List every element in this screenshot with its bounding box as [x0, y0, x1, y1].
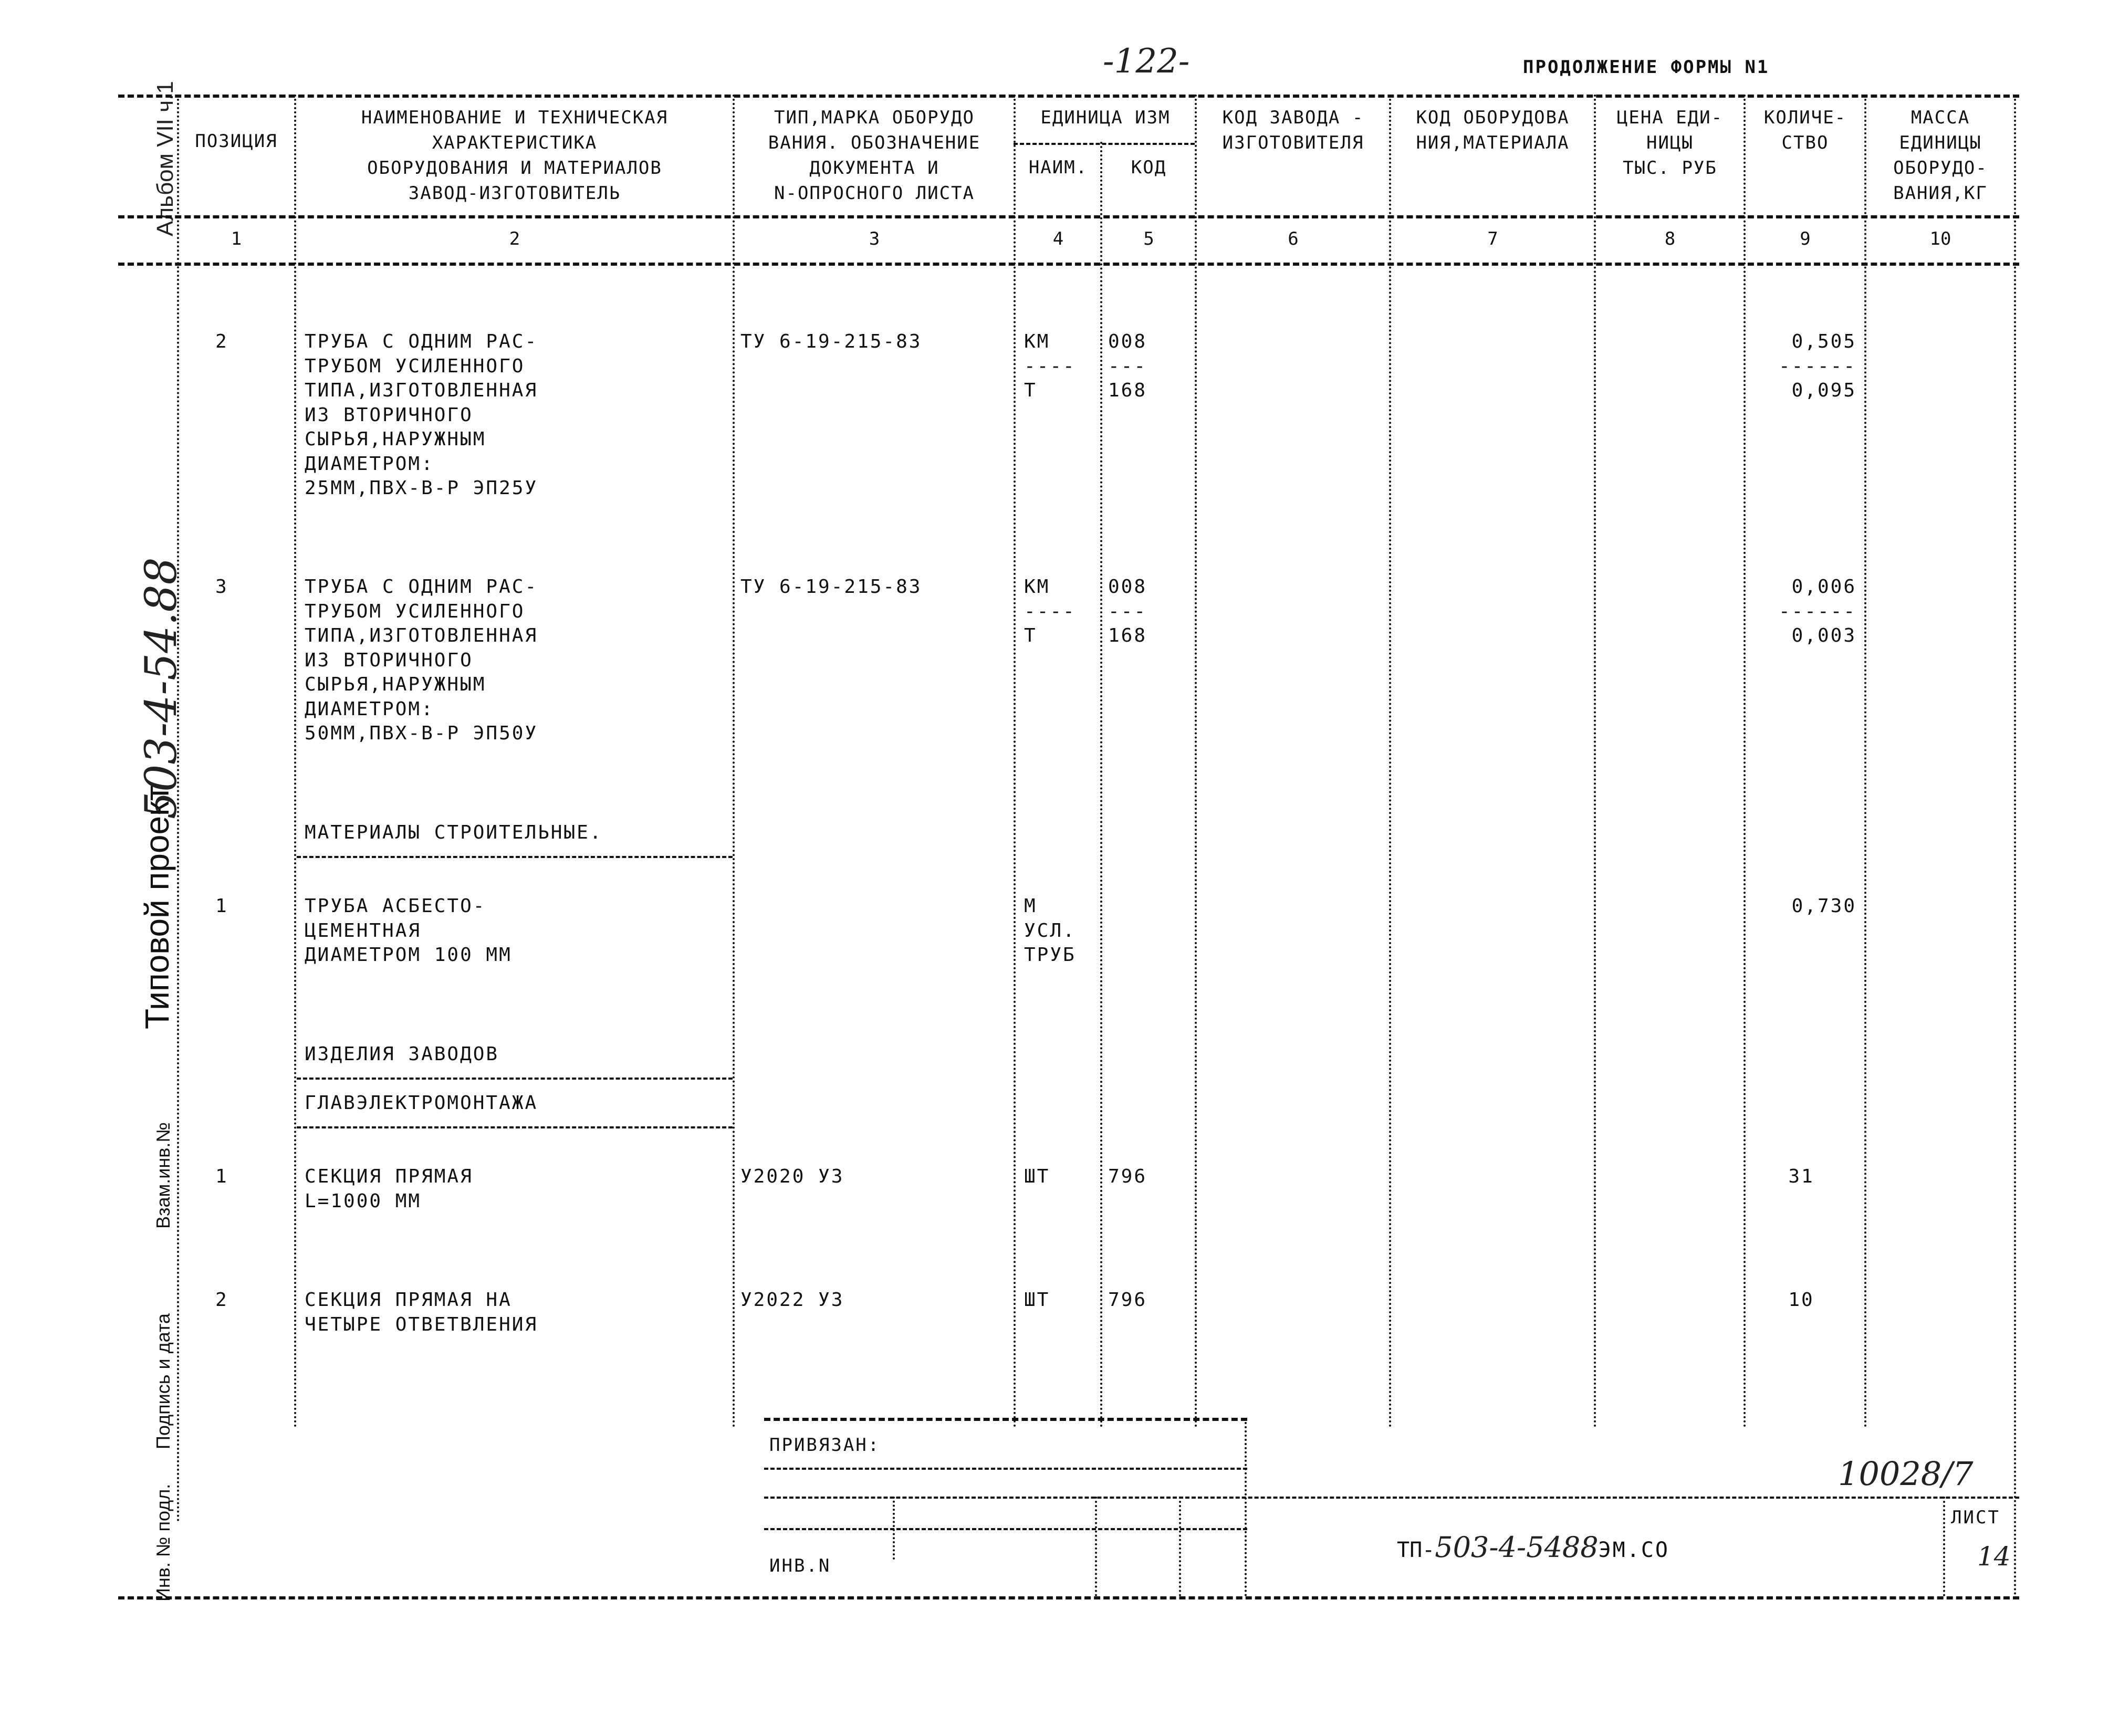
rule-bottom	[118, 1596, 2019, 1599]
row-code: 008 --- 168	[1108, 576, 1147, 646]
col-sep-1	[177, 95, 179, 1523]
section-underline	[297, 1126, 733, 1128]
section-heading: ИЗДЕЛИЯ ЗАВОДОВ	[305, 1043, 499, 1065]
document-code	[1397, 1531, 1669, 1564]
stamp-rule-3	[764, 1528, 1247, 1530]
row-pos: 2	[215, 1289, 228, 1311]
stamp-rule-1	[764, 1468, 1247, 1470]
colnum-4: 4	[1052, 228, 1064, 249]
row-qty: 0,006 ------ 0,003	[1778, 576, 1856, 646]
col-sep-5	[1100, 142, 1102, 1428]
row-unit: КМ ---- Т	[1024, 576, 1076, 646]
row-unit: М УСЛ. ТРУБ	[1024, 895, 1076, 966]
row-name: ТРУБА С ОДНИМ РАС- ТРУБОМ УСИЛЕННОГО ТИПА,ИЗГОТОВЛЕННАЯ ИЗ ВТОРИЧНОГО СЫРЬЯ,НАРУЖНЫМ ДИАМЕТРОМ: 25ММ,ПВХ-В-Р ЭП25У	[305, 331, 538, 499]
rule-top	[118, 95, 2019, 98]
row-code: 796	[1108, 1289, 1147, 1311]
col-sep-3	[733, 95, 735, 1428]
privyazan-label: ПРИВЯЗАН:	[769, 1435, 881, 1456]
sheet-label: ЛИСТ	[1951, 1507, 2000, 1528]
col-sep-4	[1014, 95, 1016, 1428]
row-name: ТРУБА С ОДНИМ РАС- ТРУБОМ УСИЛЕННОГО ТИПА,ИЗГОТОВЛЕННАЯ ИЗ ВТОРИЧНОГО СЫРЬЯ,НАРУЖНЫМ ДИАМЕТРОМ: 50ММ,ПВХ-В-Р ЭП50У	[305, 576, 538, 744]
col-sep-right	[2014, 95, 2016, 1596]
sheet-number: 14	[1977, 1541, 2011, 1572]
colnum-7: 7	[1487, 228, 1498, 249]
stamp-sep-1	[893, 1497, 895, 1560]
row-name: ТРУБА АСБЕСТО- ЦЕМЕНТНАЯ ДИАМЕТРОМ 100 ММ	[305, 895, 512, 966]
project-code: 503-4-54.88	[137, 557, 186, 819]
row-pos: 2	[215, 331, 228, 352]
row-pos: 3	[215, 576, 228, 598]
header-price: ЦЕНА ЕДИ- НИЦЫ ТЫС. РУБ	[1616, 107, 1724, 179]
header-position: ПОЗИЦИЯ	[195, 131, 278, 152]
row-code: 008 --- 168	[1108, 331, 1147, 401]
header-unit-name: НАИМ.	[1028, 157, 1088, 178]
row-unit: КМ ---- Т	[1024, 331, 1076, 401]
row-qty: 31	[1788, 1166, 1814, 1187]
inv-label: ИНВ.N	[769, 1555, 831, 1576]
colnum-10: 10	[1929, 228, 1951, 249]
row-unit: ШТ	[1024, 1289, 1050, 1311]
doc-code-prefix: ТП-	[1397, 1538, 1435, 1562]
colnum-6: 6	[1288, 228, 1299, 249]
col-sep-7	[1389, 95, 1391, 1428]
col-sep-9	[1743, 95, 1746, 1428]
row-qty: 10	[1788, 1289, 1814, 1311]
header-mass: МАССА ЕДИНИЦЫ ОБОРУДО- ВАНИЯ,КГ	[1893, 107, 1988, 204]
doc-code-hand: 503-4-5488	[1435, 1531, 1599, 1564]
continuation-label: ПРОДОЛЖЕНИЕ ФОРМЫ N1	[1523, 57, 1770, 78]
header-equipment-code: КОД ОБОРУДОВА НИЯ,МАТЕРИАЛА	[1416, 107, 1570, 153]
stamp-top	[764, 1418, 1247, 1421]
col-sep-6	[1195, 95, 1197, 1428]
stamp-rule-2	[764, 1497, 2019, 1499]
stamp-sep-4	[1245, 1418, 1247, 1596]
stamp-sep-2	[1095, 1497, 1097, 1596]
stamp-label-vzam: Взам.инв.№	[152, 1122, 174, 1229]
header-unit-group: ЕДИНИЦА ИЗМ	[1040, 107, 1171, 128]
rule-unit-sub	[1014, 143, 1195, 145]
doc-code-suffix: ЭМ.СО	[1598, 1538, 1670, 1562]
stamp-label-sign: Подпись и дата	[152, 1313, 174, 1449]
stamp-sep-sheet	[1943, 1497, 1945, 1596]
header-plant-code: КОД ЗАВОДА - ИЗГОТОВИТЕЛЯ	[1222, 107, 1364, 153]
colnum-5: 5	[1143, 228, 1154, 249]
row-qty: 0,730	[1791, 895, 1856, 917]
row-qty: 0,505 ------ 0,095	[1778, 331, 1856, 401]
row-type: ТУ 6-19-215-83	[740, 331, 922, 352]
section-heading: МАТЕРИАЛЫ СТРОИТЕЛЬНЫЕ.	[305, 822, 603, 843]
row-name: СЕКЦИЯ ПРЯМАЯ НА ЧЕТЫРЕ ОТВЕТВЛЕНИЯ	[305, 1289, 538, 1335]
colnum-9: 9	[1800, 228, 1811, 249]
header-quantity: КОЛИЧЕ- СТВО	[1763, 107, 1847, 153]
page-number: -122-	[1103, 42, 1190, 81]
row-type: У2022 У3	[740, 1289, 844, 1311]
colnum-2: 2	[509, 228, 520, 249]
row-pos: 1	[215, 1166, 228, 1187]
col-sep-8	[1594, 95, 1596, 1428]
col-sep-10	[1864, 95, 1866, 1428]
colnum-3: 3	[869, 228, 880, 249]
rule-header-bottom	[118, 215, 2019, 218]
row-pos: 1	[215, 895, 228, 917]
row-unit: ШТ	[1024, 1166, 1050, 1187]
project-label: Типовой проект	[138, 785, 176, 1029]
section-underline	[297, 1078, 733, 1080]
col-sep-2	[294, 95, 296, 1428]
section-heading: ГЛАВЭЛЕКТРОМОНТАЖА	[305, 1092, 538, 1114]
row-type: У2020 У3	[740, 1166, 844, 1187]
handwritten-number: 10028/7	[1838, 1455, 1974, 1493]
stamp-sep-3	[1179, 1497, 1181, 1596]
header-type: ТИП,МАРКА ОБОРУДО ВАНИЯ. ОБОЗНАЧЕНИЕ ДОКУМЕНТА И N-ОПРОСНОГО ЛИСТА	[768, 107, 981, 204]
row-type: ТУ 6-19-215-83	[740, 576, 922, 598]
row-name: СЕКЦИЯ ПРЯМАЯ L=1000 ММ	[305, 1166, 473, 1212]
header-name: НАИМЕНОВАНИЕ И ТЕХНИЧЕСКАЯ ХАРАКТЕРИСТИКА ОБОРУДОВАНИЯ И МАТЕРИАЛОВ ЗАВОД-ИЗГОТОВИТЕЛЬ	[361, 107, 669, 204]
row-code: 796	[1108, 1166, 1147, 1187]
colnum-8: 8	[1664, 228, 1676, 249]
album-label: Альбом VII ч.1	[152, 81, 178, 236]
colnum-1: 1	[231, 228, 242, 249]
stamp-label-inv: Инв. № подл.	[152, 1483, 174, 1602]
rule-numbers-bottom	[118, 263, 2019, 266]
section-underline	[297, 856, 733, 858]
header-unit-code: КОД	[1131, 157, 1167, 178]
